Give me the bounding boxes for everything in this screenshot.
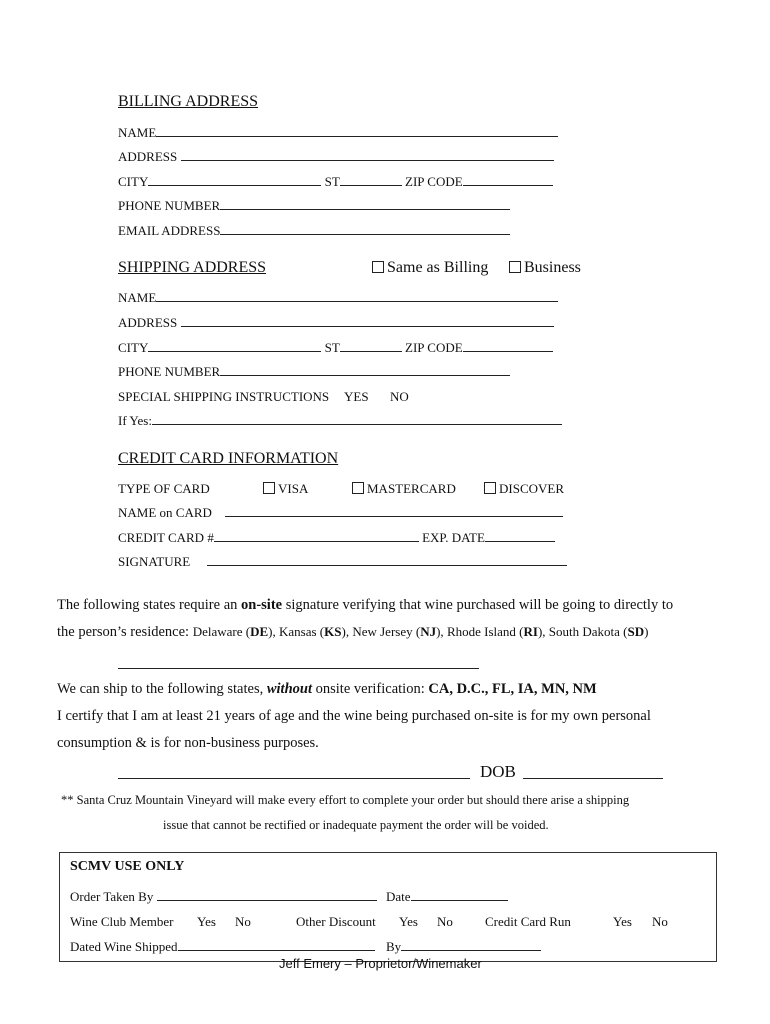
ship-states-list: CA, D.C., FL, IA, MN, NM [428, 681, 597, 697]
shipping-phone-line[interactable] [220, 375, 510, 376]
business-label: Business [524, 259, 581, 276]
notice-line2: issue that cannot be rectified or inadequate payment the order will be voided. [163, 818, 549, 832]
state-name: South Dakota ( [548, 624, 628, 639]
certify-signature-line[interactable] [118, 778, 470, 779]
shipping-address-line[interactable] [181, 326, 554, 327]
order-taken-label: Order Taken By [70, 889, 154, 904]
billing-st-line[interactable] [340, 185, 402, 186]
shipping-zip-label: ZIP CODE [405, 340, 463, 355]
shipping-city-line[interactable] [148, 351, 321, 352]
visa-label: VISA [278, 481, 309, 496]
billing-name-label: NAME [118, 125, 157, 140]
ship-states-prefix: We can ship to the following states, [57, 681, 267, 697]
state-name: Kansas ( [279, 624, 325, 639]
state-name: Rhode Island ( [446, 624, 524, 639]
state-name: Delaware ( [192, 624, 251, 639]
billing-email-label: EMAIL ADDRESS [118, 223, 221, 238]
dated-shipped-label: Dated Wine Shipped [70, 939, 178, 954]
shipping-address-field[interactable] [118, 315, 554, 331]
state-name: New Jersey ( [352, 624, 421, 639]
footer-proprietor: Jeff Emery – Proprietor/Winemaker [279, 956, 482, 971]
mastercard-label: MASTERCARD [367, 481, 456, 496]
onsite-text-c: signature verifying that wine purchased will be going to directly to [282, 597, 674, 613]
signature-label: SIGNATURE [118, 554, 191, 569]
onsite-state-item [352, 624, 447, 639]
onsite-state-item [447, 624, 549, 639]
same-as-billing-label: Same as Billing [387, 259, 489, 276]
mastercard-checkbox[interactable] [352, 482, 364, 494]
if-yes-label: If Yes: [118, 413, 152, 428]
if-yes-field[interactable] [118, 413, 562, 429]
billing-email-line[interactable] [220, 234, 510, 235]
signature-field[interactable] [118, 554, 567, 570]
billing-city-label: CITY [118, 174, 149, 189]
billing-city-row [118, 174, 553, 190]
order-taken-line[interactable] [157, 900, 377, 901]
signature-line[interactable] [207, 565, 567, 566]
shipping-phone-label: PHONE NUMBER [118, 364, 221, 379]
billing-email-field[interactable] [118, 223, 510, 239]
special-instructions-label: SPECIAL SHIPPING INSTRUCTIONS [118, 389, 330, 404]
onsite-statement-line1 [57, 597, 673, 614]
visa-checkbox[interactable] [263, 482, 275, 494]
certify-line1: I certify that I am at least 21 years of age and the wine being purchased on-site is for my own personal [57, 708, 651, 724]
business-option[interactable] [509, 259, 581, 277]
billing-phone-field[interactable] [118, 198, 510, 214]
ship-states-statement [57, 681, 597, 698]
billing-city-line[interactable] [148, 185, 321, 186]
discover-option[interactable] [484, 481, 564, 497]
onsite-residence-text: the person’s residence: [57, 624, 193, 640]
card-number-label: CREDIT CARD # [118, 530, 214, 545]
card-type-label: TYPE OF CARD [118, 481, 210, 496]
state-abbr: RI [523, 624, 538, 639]
scmv-date-field[interactable] [386, 889, 508, 905]
ship-states-without: without [266, 681, 312, 697]
discover-checkbox[interactable] [484, 482, 496, 494]
credit-card-run-label: Credit Card Run [485, 914, 571, 929]
billing-phone-line[interactable] [220, 209, 510, 210]
dob-label: DOB [480, 762, 516, 781]
state-close: ) [644, 624, 649, 639]
ship-states-middle: onsite verification: [312, 681, 429, 697]
wine-club-label: Wine Club Member [70, 914, 174, 929]
scmv-date-label: Date [386, 889, 411, 904]
card-number-line[interactable] [214, 541, 419, 542]
onsite-text-a: The following states require an [57, 597, 242, 613]
billing-phone-label: PHONE NUMBER [118, 198, 221, 213]
if-yes-line[interactable] [152, 424, 562, 425]
credit-card-run-yes[interactable]: Yes [613, 914, 632, 929]
dob-line[interactable] [523, 778, 663, 779]
same-as-billing-checkbox[interactable] [372, 261, 384, 273]
discover-label: DISCOVER [499, 481, 565, 496]
billing-name-line[interactable] [156, 136, 558, 137]
state-close: ), [537, 624, 549, 639]
notice-line1: ** Santa Cruz Mountain Vineyard will make every effort to complete your order but should there arise a shipping [61, 793, 630, 807]
state-abbr: KS [324, 624, 342, 639]
by-field[interactable] [386, 939, 541, 955]
billing-title: BILLING ADDRESS [118, 93, 259, 110]
state-close: ), [436, 624, 447, 639]
scmv-title: SCMV USE ONLY [70, 859, 185, 874]
business-checkbox[interactable] [509, 261, 521, 273]
card-number-row [118, 530, 555, 546]
state-abbr: NJ [420, 624, 437, 639]
onsite-state-list [193, 624, 649, 639]
exp-date-line[interactable] [485, 541, 555, 542]
mastercard-option[interactable] [352, 481, 456, 497]
other-discount-no[interactable]: No [437, 914, 453, 929]
shipping-st-label: ST [324, 340, 340, 355]
scmv-date-line[interactable] [411, 900, 508, 901]
onsite-signature-line[interactable] [118, 668, 479, 669]
by-label: By [386, 939, 402, 954]
by-line[interactable] [401, 950, 541, 951]
billing-zip-line[interactable] [463, 185, 553, 186]
shipping-city-row [118, 340, 553, 356]
state-abbr: DE [250, 624, 269, 639]
onsite-state-item [279, 624, 352, 639]
wine-club-yes[interactable]: Yes [197, 914, 216, 929]
dated-shipped-line[interactable] [178, 950, 375, 951]
same-as-billing-option[interactable] [372, 259, 488, 277]
shipping-st-line[interactable] [340, 351, 402, 352]
other-discount-yes[interactable]: Yes [399, 914, 418, 929]
order-taken-field[interactable] [70, 889, 377, 905]
state-close: ), [341, 624, 353, 639]
onsite-statement-line2 [57, 624, 648, 641]
billing-name-field[interactable] [118, 125, 558, 141]
state-close: ), [268, 624, 279, 639]
special-yes-option[interactable]: YES [344, 389, 369, 404]
billing-address-label: ADDRESS [118, 149, 178, 164]
credit-title: CREDIT CARD INFORMATION [118, 450, 339, 467]
exp-date-label: EXP. DATE [422, 530, 485, 545]
state-abbr: SD [627, 624, 645, 639]
shipping-zip-line[interactable] [463, 351, 553, 352]
onsite-emphasis: on-site [241, 597, 283, 613]
name-on-card-label: NAME on CARD [118, 505, 212, 520]
onsite-state-item [549, 624, 649, 639]
credit-card-run-no[interactable]: No [652, 914, 668, 929]
name-on-card-line[interactable] [225, 516, 563, 517]
shipping-name-line[interactable] [156, 301, 558, 302]
billing-zip-label: ZIP CODE [405, 174, 463, 189]
other-discount-label: Other Discount [296, 914, 376, 929]
shipping-name-label: NAME [118, 290, 157, 305]
billing-st-label: ST [324, 174, 340, 189]
special-instructions-row [118, 389, 329, 405]
shipping-title: SHIPPING ADDRESS [118, 259, 267, 276]
onsite-state-item [193, 624, 279, 639]
visa-option[interactable] [263, 481, 308, 497]
shipping-address-label: ADDRESS [118, 315, 178, 330]
certify-line2: consumption & is for non-business purposes. [57, 735, 319, 751]
name-on-card-field[interactable] [118, 505, 563, 521]
wine-club-no[interactable]: No [235, 914, 251, 929]
special-no-option[interactable]: NO [390, 389, 409, 404]
billing-address-line[interactable] [181, 160, 554, 161]
billing-address-field[interactable] [118, 149, 554, 165]
shipping-phone-field[interactable] [118, 364, 510, 380]
dated-shipped-field[interactable] [70, 939, 375, 955]
shipping-name-field[interactable] [118, 290, 558, 306]
shipping-city-label: CITY [118, 340, 149, 355]
